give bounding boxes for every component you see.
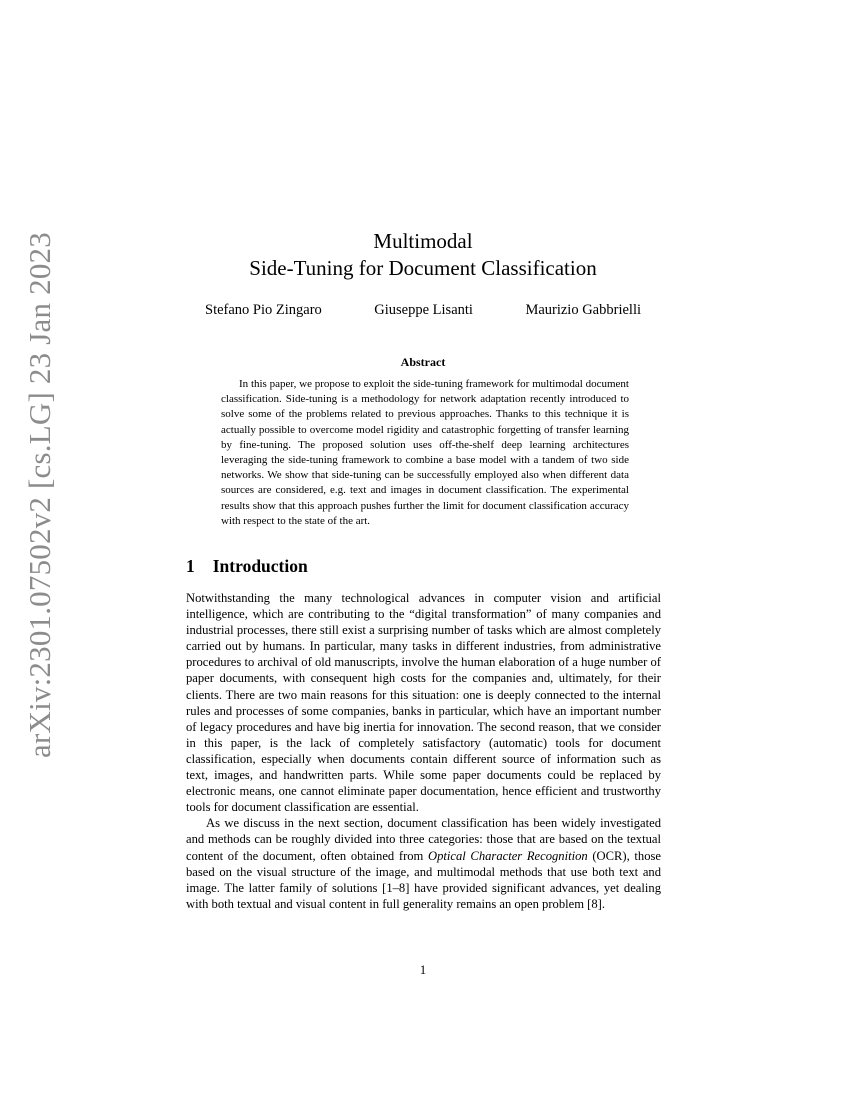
section-heading: [186, 556, 308, 577]
title-line-2: Side-Tuning for Document Classification: [249, 256, 597, 280]
body-text: [186, 590, 661, 912]
paragraph-2-part-2: (OCR), those based on the visual structure of the image, and multimodal methods that use both text and image. The latter family of solutions [1–8] have provided significant advances, yet dealing with both textual and visual content in full generality remains an open problem [8].: [186, 848, 662, 911]
abstract-heading: Abstract: [400, 355, 446, 369]
author-2: Giuseppe Lisanti: [374, 302, 473, 318]
author-3: Maurizio Gabbrielli: [525, 302, 641, 318]
title-line-1: Multimodal: [373, 229, 473, 253]
paragraph-2-part-1: As we discuss in the next section, document classification has been widely investigated and methods can be roughly divided into three categories: those that are based on the textual content of the document, often obtained from: [186, 816, 661, 863]
author-list: [186, 301, 660, 319]
abstract-text: In this paper, we propose to exploit the side-tuning framework for multimodal document classification. Side-tuning is a methodology for network adaptation recently introduced to solve some of the problems related to previous approaches. Thanks to this technique it is actually possible to overcome model rigidity and catastrophic forgetting of transfer learning by fine-tuning. The proposed solution uses off-the-shelf deep learning architectures leveraging the side-tuning framework to combine a base model with a tandem of two side networks. We show that side-tuning can be successfully employed also when different data sources are considered, e.g. text and images in document classification. The experimental results show that this approach pushes further the limit for document classification accuracy with respect to the state of the art.: [221, 378, 629, 527]
author-1: Stefano Pio Zingaro: [205, 302, 322, 318]
arxiv-id-text: arXiv:2301.07502v2 [cs.LG] 23 Jan 2023: [22, 232, 58, 758]
paragraph-2-italic: Optical Character Recognition: [428, 848, 588, 863]
paragraph-1: Notwithstanding the many technological advances in computer vision and artificial intelligence, which are contributing to the “digital transformation” of many companies and industrial processes, there still exist a surprising number of tasks which are almost completely carried out by humans. In particular, many tasks in different industries, from administrative procedures to archival of old manuscripts, involve the human elaboration of a huge number of paper documents, with consequent high costs for the companies and, ultimately, for their clients. There are two main reasons for this situation: one is deeply connected to the internal rules and processes of some companies, banks in particular, which have an important number of legacy procedures and have big inertia for innovation. The second reason, that we consider in this paper, is the lack of completely satisfactory (automatic) tools for document classification, especially when documents contain different source of information such as text, images, and handwritten parts. While some paper documents could be replaced by electronic means, one cannot eliminate paper documentation, hence efficient and trustworthy tools for document classification are essential.: [186, 591, 661, 815]
section-title: Introduction: [212, 556, 308, 576]
paragraph-2: [186, 815, 661, 912]
paper-title: [186, 228, 660, 282]
section-number: 1: [186, 556, 195, 576]
arxiv-identifier: [20, 232, 60, 758]
page-number: 1: [419, 963, 427, 977]
